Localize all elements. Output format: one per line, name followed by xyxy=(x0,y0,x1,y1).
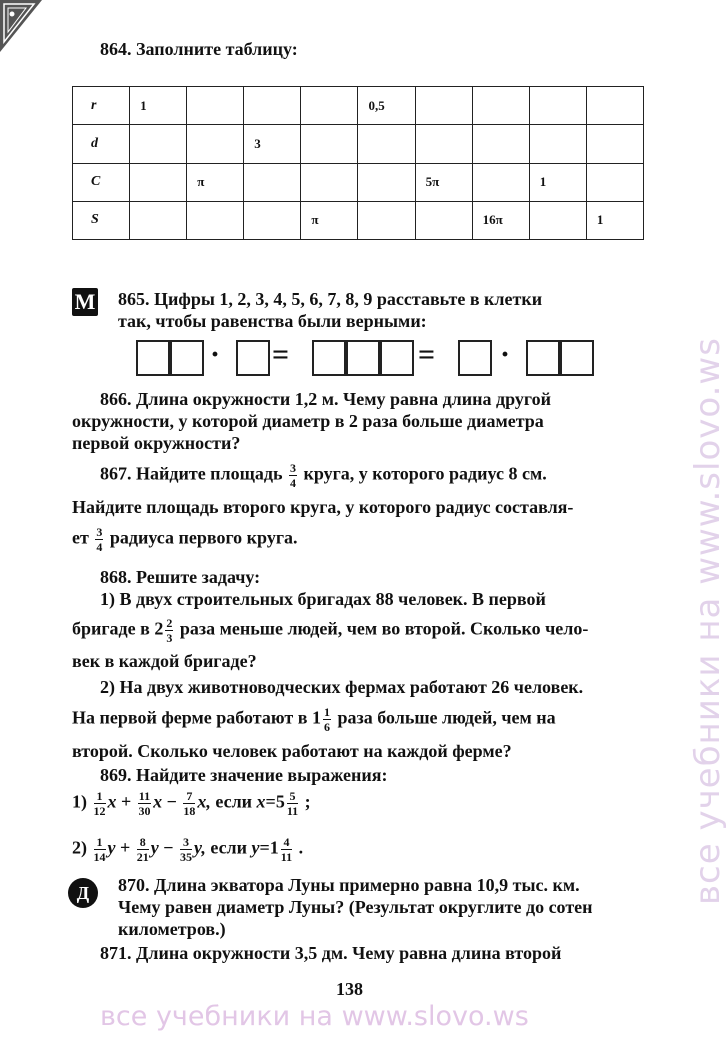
fraction-three-quarters: $\frac{3}{4}$ xyxy=(289,461,296,490)
table-cell xyxy=(244,201,301,239)
problem-870-line1: 870. Длина экватора Луны примерно равна 10,9 тыс. км. xyxy=(118,875,580,895)
table-cell xyxy=(301,87,358,125)
table-cell xyxy=(586,163,643,201)
table-cell xyxy=(130,163,187,201)
problem-868-task2-line1: 2) На двух животноводческих фермах работают 26 человек. xyxy=(100,677,584,697)
table-cell: 1 xyxy=(586,201,643,239)
digit-box xyxy=(458,340,492,376)
digit-box xyxy=(312,340,346,376)
problem-870-line2: Чему равен диаметр Луны? (Результат округлите до сотен xyxy=(118,897,593,917)
fraction-three-quarters: $\frac{3}{4}$ xyxy=(96,525,103,554)
problem-868-task1-line3: век в каждой бригаде? xyxy=(72,651,257,671)
problem-871-line1: 871. Длина окружности 3,5 дм. Чему равна длина второй xyxy=(100,943,562,963)
table-cell xyxy=(187,87,244,125)
row-label: d xyxy=(73,125,130,163)
table-cell: 1 xyxy=(130,87,187,125)
table-cell: 5π xyxy=(415,163,472,201)
digit-box xyxy=(526,340,560,376)
table-row xyxy=(73,87,644,125)
table-cell xyxy=(415,201,472,239)
table-cell: 3 xyxy=(244,125,301,163)
fill-table xyxy=(72,86,644,240)
page-number: 138 xyxy=(336,979,363,999)
equals-sign: = xyxy=(272,338,290,371)
table-cell xyxy=(529,201,586,239)
table-cell: 0,5 xyxy=(358,87,415,125)
problem-868-task2-line3: второй. Сколько человек работают на каждой ферме? xyxy=(72,741,512,761)
problem-869-title: 869. Найдите значение выражения: xyxy=(100,765,388,785)
problem-865-line2: так, чтобы равенства были верными: xyxy=(118,311,427,331)
problem-868-task1-line2: бригаде в 2 $\frac{2}{3}$ раза меньше людей, чем во второй. Сколько чело- xyxy=(72,616,589,645)
table-cell xyxy=(472,163,529,201)
problem-867-text-a: 867. Найдите площадь xyxy=(100,463,283,484)
digit-box xyxy=(380,340,414,376)
table-cell xyxy=(358,163,415,201)
table-cell xyxy=(472,125,529,163)
problem-868-task2-line2: На первой ферме работают в 1 $\frac{1}{6}$ раза больше людей, чем на xyxy=(72,705,556,734)
digit-box xyxy=(170,340,204,376)
d-marker-icon: Д xyxy=(68,878,98,908)
table-cell: 1 xyxy=(529,163,586,201)
table-cell xyxy=(415,125,472,163)
table-cell xyxy=(130,125,187,163)
table-cell xyxy=(130,201,187,239)
row-label: r xyxy=(73,87,130,125)
row-label: S xyxy=(73,201,130,239)
expression-1: 1) $\frac{1}{12}$ x + $\frac{11}{30}$ x − $\frac{7}{18}$ x, если x=5 $\frac{5}{11}$ ; xyxy=(72,789,311,818)
table-cell xyxy=(244,87,301,125)
table-row xyxy=(73,163,644,201)
equals-sign: = xyxy=(418,338,436,371)
table-cell xyxy=(301,125,358,163)
problem-868-task1-line1: 1) В двух строительных бригадах 88 человек. В первой xyxy=(100,589,546,609)
table-cell xyxy=(529,125,586,163)
corner-ornament xyxy=(0,0,42,52)
dot-sign: · xyxy=(500,338,511,371)
dot-sign: · xyxy=(210,338,221,371)
digit-box xyxy=(136,340,170,376)
fraction-one-sixth: $\frac{1}{6}$ xyxy=(323,705,330,734)
problem-866-line3: первой окружности? xyxy=(72,433,241,453)
m-marker-icon: М xyxy=(72,288,98,316)
problem-866-line1: 866. Длина окружности 1,2 м. Чему равна длина другой xyxy=(100,389,552,409)
watermark-bottom: все учебники на www.slovo.ws xyxy=(100,1001,529,1032)
problem-864-title: 864. Заполните таблицу: xyxy=(100,39,298,59)
table-cell xyxy=(586,125,643,163)
problem-870-line3: километров.) xyxy=(118,919,226,939)
digit-box xyxy=(560,340,594,376)
table-row xyxy=(73,125,644,163)
digit-box xyxy=(346,340,380,376)
table-cell xyxy=(529,87,586,125)
table-cell xyxy=(244,163,301,201)
watermark-vertical: все учебники на www.slovo.ws xyxy=(688,337,728,905)
table-cell xyxy=(415,87,472,125)
table-cell xyxy=(187,125,244,163)
problem-867-text-b: круга, у которого радиус 8 см. xyxy=(303,463,547,484)
problem-866-line2: окружности, у которой диаметр в 2 раза больше диаметра xyxy=(72,411,544,431)
fraction-two-thirds: $\frac{2}{3}$ xyxy=(166,616,173,645)
problem-868-title: 868. Решите задачу: xyxy=(100,567,261,587)
problem-867-line1 xyxy=(100,462,547,489)
table-cell xyxy=(586,87,643,125)
row-label: C xyxy=(73,163,130,201)
table-cell xyxy=(187,201,244,239)
expression-2: 2) $\frac{1}{14}$ y + $\frac{8}{21}$ y − $\frac{3}{35}$ y, если y=1 $\frac{4}{11}$ . xyxy=(72,835,304,864)
problem-865-line1: 865. Цифры 1, 2, 3, 4, 5, 6, 7, 8, 9 расставьте в клетки xyxy=(118,289,543,309)
digit-box xyxy=(236,340,270,376)
table-cell xyxy=(358,125,415,163)
table-cell: 16π xyxy=(472,201,529,239)
problem-867-line2: Найдите площадь второго круга, у которого радиус составля- xyxy=(72,497,574,517)
table-cell xyxy=(301,163,358,201)
table-cell: π xyxy=(187,163,244,201)
problem-867-line3: ет $\frac{3}{4}$ радиуса первого круга. xyxy=(72,525,298,554)
table-cell xyxy=(472,87,529,125)
table-cell xyxy=(358,201,415,239)
table-cell: π xyxy=(301,201,358,239)
table-row xyxy=(73,201,644,239)
